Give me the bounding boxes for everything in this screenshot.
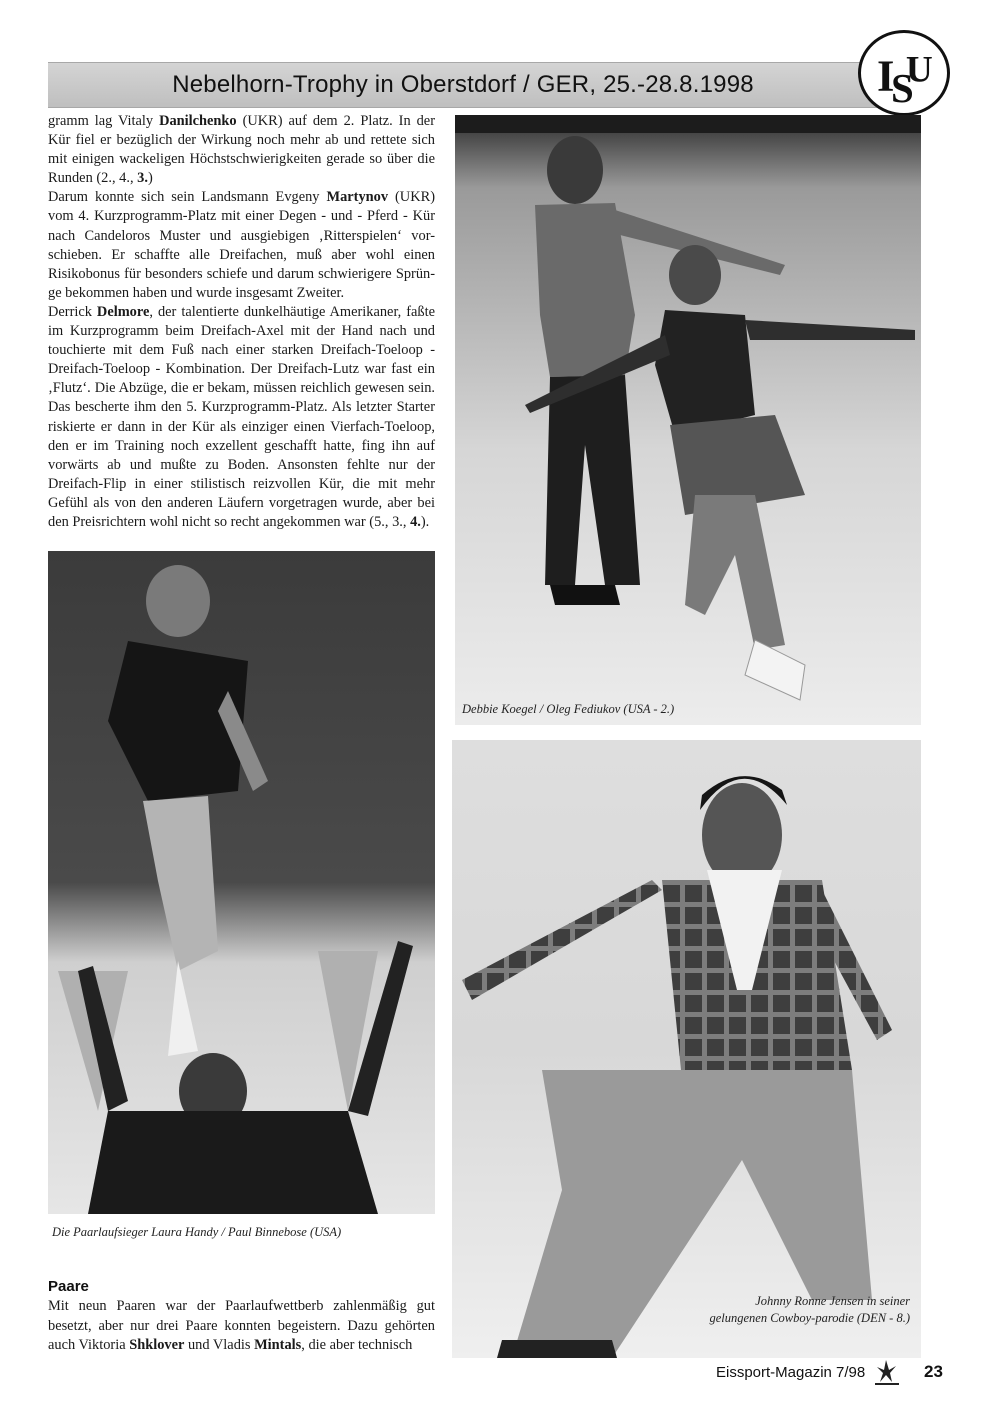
footer-magazine-name: Eissport-Magazin 7/98	[716, 1364, 866, 1381]
photo-ice-dance-image	[455, 115, 921, 725]
svg-text:I: I	[877, 50, 895, 101]
article-paragraph	[48, 112, 435, 188]
photo-pairs-lift	[48, 551, 435, 1214]
caption-single-skater: Johnny Ronne Jensen in seiner gelungenen Cowboy-parodie (DEN - 8.)	[709, 1294, 910, 1325]
page-title: Nebelhorn-Trophy in Oberstdorf / GER, 25.-28.8.1998	[172, 71, 754, 98]
placement: 4.	[410, 513, 421, 530]
svg-text:U: U	[905, 49, 933, 91]
photo-ice-dance	[455, 115, 921, 725]
svg-text:S: S	[890, 65, 914, 111]
text-run: (UKR) vom 4. Kurzprogramm-Platz mit einer Degen - und - Pferd - Kür nach Candeloros Muster und ausgiebigen ‚Ritterspielen‘ vor-schieben. Er schaffte alle Dreifachen, muß aber wohl einen Risikobonus für besonders schiefe und darum schwierigere Sprün-ge bekommen haben und wurde insgesamt Zweiter.	[48, 189, 435, 301]
skater-name: Mintals	[254, 1337, 302, 1353]
isu-logo	[858, 30, 950, 116]
skater-logo-icon	[872, 1358, 902, 1386]
isu-logo-mark	[861, 33, 947, 113]
article-paragraph	[48, 303, 435, 532]
text-run: ).	[420, 513, 430, 530]
text-run: , die aber technisch	[301, 1337, 413, 1353]
text-run: )	[147, 170, 153, 187]
section-text-pairs	[48, 1297, 435, 1356]
placement: 3.	[137, 170, 148, 187]
skater-name: Delmore	[96, 303, 150, 320]
photo-single-skater-image	[452, 740, 921, 1358]
text-run: Darum konnte sich sein Landsmann Evgeny	[48, 189, 327, 206]
section-heading-pairs: Paare	[48, 1278, 89, 1295]
skater-name: Shklover	[129, 1337, 185, 1353]
article-paragraph	[48, 188, 435, 303]
article-body	[48, 112, 435, 532]
text-run: Mit neun Paaren war der Paarlaufwettberb zahlenmäßig gut besetzt, aber nur drei Paare konnten begeistern. Dazu gehörten auch Viktoria	[48, 1298, 435, 1353]
text-run: und Vladis	[184, 1337, 255, 1353]
caption-ice-dance: Debbie Koegel / Oleg Fediukov (USA - 2.)	[462, 702, 675, 716]
header-band	[48, 62, 878, 108]
text-run: (UKR) auf dem 2. Platz. In der Kür fiel er bezüglich der Wirkung noch mehr ab und rettete sich mit einigen wackeligen Höchstschwierigkeiten gerade so über die Runden (2., 4.,	[48, 113, 435, 187]
photo-pairs-lift-image	[48, 551, 435, 1214]
skater-name: Danilchenko	[159, 113, 237, 129]
caption-pairs-lift: Die Paarlaufsieger Laura Handy / Paul Binnebose (USA)	[52, 1225, 342, 1239]
page-number: 23	[924, 1362, 943, 1381]
photo-single-skater	[452, 740, 921, 1358]
text-run: gramm lag Vitaly	[48, 113, 160, 129]
text-run: , der talentierte dunkelhäutige Amerikaner, faßte im Kurzprogramm beim Dreifach-Axel mit der Hand nach und touchierte mit dem Fuß nach einer starken Dreifach-Toeloop - Dreifach-Toeloop - Kombination. Der Dreifach-Lutz war fast ein ‚Flutz‘. Die Abzüge, die er bekam, müssen reichlich gewesen sein. Das bescherte ihm den 5. Kurzprogramm-Platz. Als letzter Starter riskierte er dann in der Kür als einziger einen Vierfach-Toeloop, den er im Training noch exzellent geschafft hatte, fing ihn auf vorwärts ab und mußte zu Boden. Ansonsten fehlte nur der Dreifach-Flip in einer stilistisch reizvollen Kür, die mit mehr Gefühl als von den anderen Läufern vorgetragen wurde, aber bei den Preisrichtern wohl nicht so recht angekommen war (5., 3.,	[48, 303, 435, 530]
text-run: Derrick	[48, 303, 97, 320]
skater-name: Martynov	[326, 189, 389, 206]
